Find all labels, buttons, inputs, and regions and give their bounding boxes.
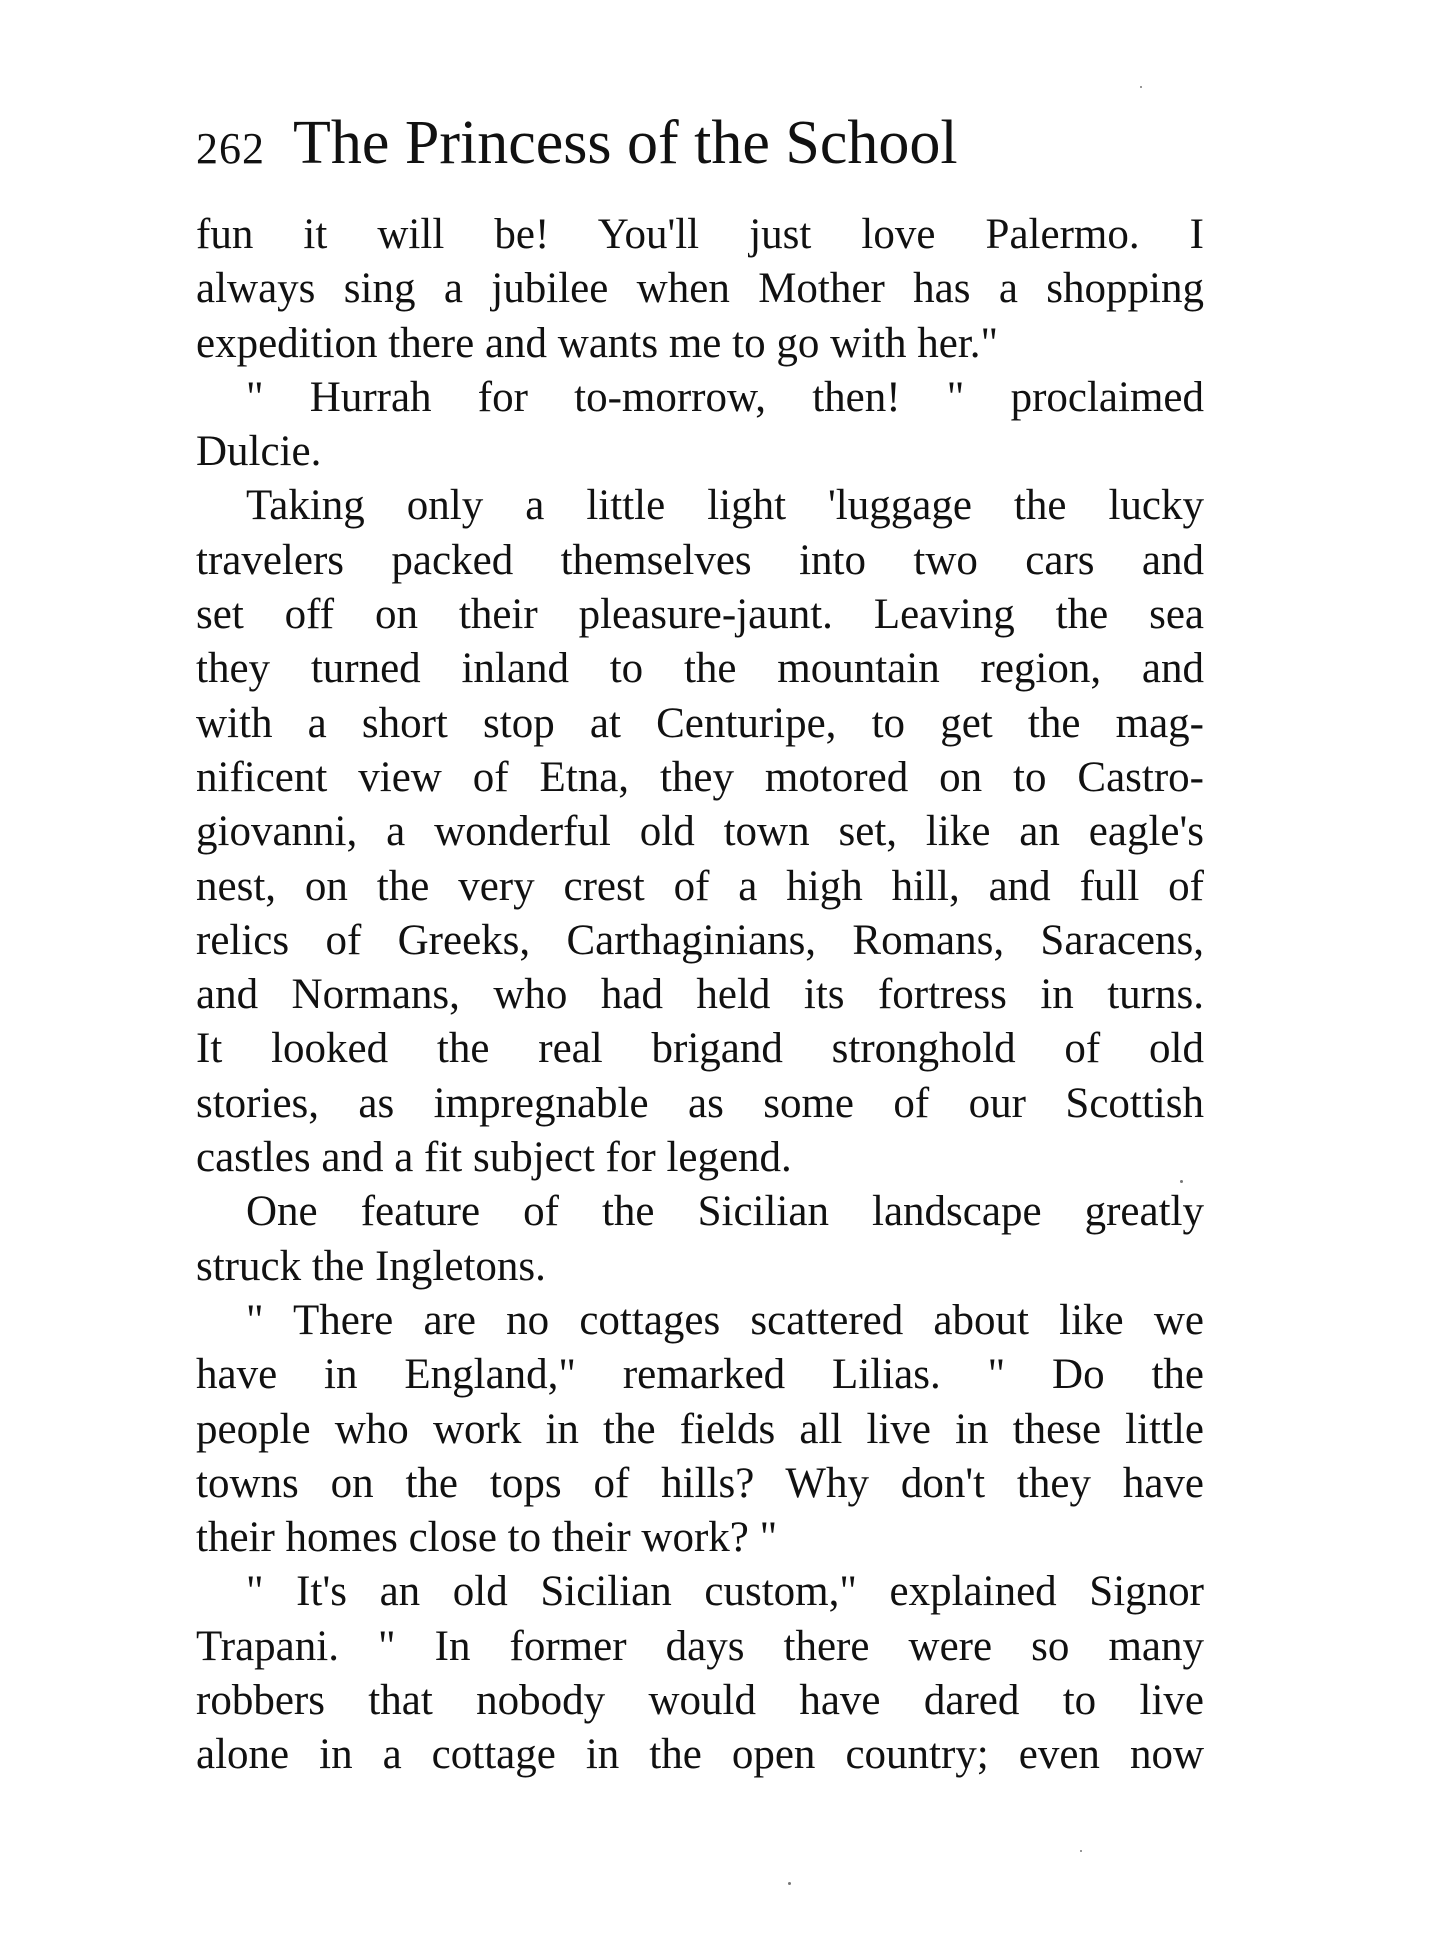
text-line: nificent view of Etna, they motored on to Castro-	[196, 753, 1204, 801]
text-line: they turned inland to the mountain region, and	[196, 645, 1204, 693]
text-line: and Normans, who had held its fortress in turns.	[196, 971, 1204, 1019]
paragraph	[196, 208, 1204, 371]
text-line: have in England," remarked Lilias. " Do the	[196, 1351, 1204, 1399]
scan-speck	[1180, 1180, 1183, 1183]
text-line: their homes close to their work? "	[196, 1514, 778, 1562]
book-title: The Princess of the School	[293, 109, 958, 177]
paragraph	[196, 479, 1204, 1185]
text-line: struck the Ingletons.	[196, 1242, 546, 1290]
text-line: Taking only a little light 'luggage the lucky	[246, 482, 1204, 530]
paragraph	[196, 1565, 1204, 1782]
running-head	[196, 108, 1206, 188]
text-line: expedition there and wants me to go with her."	[196, 319, 999, 367]
scan-speck	[1140, 86, 1142, 88]
text-line: with a short stop at Centuripe, to get the mag-	[196, 699, 1204, 747]
text-line: giovanni, a wonderful old town set, like an eagle's	[196, 808, 1204, 856]
text-line: One feature of the Sicilian landscape greatly	[246, 1188, 1204, 1236]
text-line: Trapani. " In former days there were so many	[196, 1622, 1204, 1670]
body-text	[196, 208, 1204, 1783]
text-line: always sing a jubilee when Mother has a shopping	[196, 265, 1204, 313]
paragraph	[196, 1185, 1204, 1294]
text-line: robbers that nobody would have dared to live	[196, 1677, 1204, 1725]
scan-speck	[788, 1882, 791, 1885]
text-line: people who work in the fields all live in these little	[196, 1405, 1204, 1453]
text-line: nest, on the very crest of a high hill, and full of	[196, 862, 1204, 910]
text-line: fun it will be! You'll just love Palermo. I	[196, 211, 1204, 258]
text-line: stories, as impregnable as some of our Scottish	[196, 1079, 1204, 1127]
text-line: travelers packed themselves into two cars and	[196, 536, 1204, 584]
text-line: castles and a fit subject for legend.	[196, 1134, 792, 1182]
text-line: towns on the tops of hills? Why don't they have	[196, 1459, 1204, 1507]
text-line: It looked the real brigand stronghold of old	[196, 1025, 1204, 1073]
text-line: alone in a cottage in the open country; even now	[196, 1731, 1204, 1779]
text-line: " There are no cottages scattered about like we	[246, 1296, 1204, 1344]
text-line: relics of Greeks, Carthaginians, Romans, Saracens,	[196, 916, 1204, 964]
scan-speck	[1080, 1850, 1082, 1852]
paragraph	[196, 371, 1204, 480]
page-number: 262	[196, 124, 265, 173]
text-line: " It's an old Sicilian custom," explained Signor	[246, 1568, 1204, 1616]
paragraph	[196, 1294, 1204, 1565]
text-line: set off on their pleasure-jaunt. Leaving the sea	[196, 591, 1204, 639]
text-line: Dulcie.	[196, 428, 322, 476]
text-line: " Hurrah for to-morrow, then! " proclaimed	[246, 373, 1204, 421]
